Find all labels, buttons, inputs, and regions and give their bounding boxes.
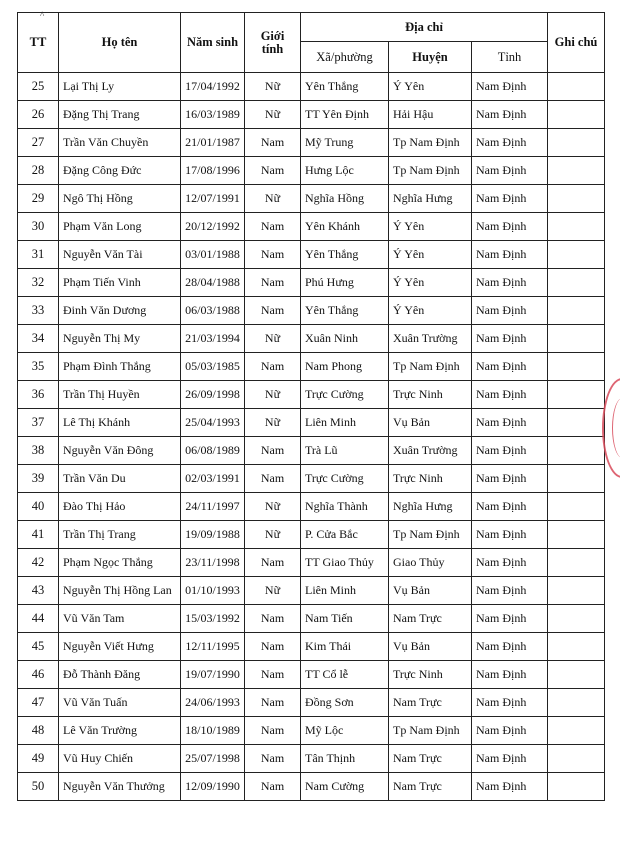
table-row <box>18 633 605 661</box>
province-cell: Nam Định <box>472 241 548 269</box>
gender-cell: Nam <box>245 297 301 325</box>
header-tt: TT <box>18 13 59 73</box>
district-cell: Xuân Trường <box>389 437 472 465</box>
province-cell: Nam Định <box>472 437 548 465</box>
table-row <box>18 689 605 717</box>
table-row <box>18 325 605 353</box>
ward-cell: Yên Khánh <box>301 213 389 241</box>
province-cell: Nam Định <box>472 353 548 381</box>
ward-cell: Kim Thái <box>301 633 389 661</box>
gender-cell: Nam <box>245 353 301 381</box>
full-name-cell: Nguyễn Viết Hưng <box>59 633 181 661</box>
district-cell: Trực Ninh <box>389 465 472 493</box>
province-cell: Nam Định <box>472 493 548 521</box>
gender-cell: Nam <box>245 689 301 717</box>
gender-cell: Nữ <box>245 185 301 213</box>
birth-date-cell: 17/08/1996 <box>181 157 245 185</box>
district-cell: Tp Nam Định <box>389 353 472 381</box>
province-cell: Nam Định <box>472 157 548 185</box>
birth-date-cell: 12/09/1990 <box>181 773 245 801</box>
province-cell: Nam Định <box>472 521 548 549</box>
table-row <box>18 577 605 605</box>
table-row <box>18 269 605 297</box>
birth-date-cell: 25/07/1998 <box>181 745 245 773</box>
row-number-cell: 46 <box>18 661 59 689</box>
note-cell <box>548 437 605 465</box>
ward-cell: Nam Tiến <box>301 605 389 633</box>
scan-tick-mark: ^ <box>40 10 45 20</box>
birth-date-cell: 15/03/1992 <box>181 605 245 633</box>
note-cell <box>548 213 605 241</box>
table-row <box>18 129 605 157</box>
gender-cell: Nam <box>245 745 301 773</box>
gender-cell: Nữ <box>245 101 301 129</box>
gender-cell: Nam <box>245 465 301 493</box>
ward-cell: Xuân Ninh <box>301 325 389 353</box>
gender-cell: Nữ <box>245 409 301 437</box>
full-name-cell: Đinh Văn Dương <box>59 297 181 325</box>
full-name-cell: Phạm Văn Long <box>59 213 181 241</box>
row-number-cell: 33 <box>18 297 59 325</box>
row-number-cell: 39 <box>18 465 59 493</box>
ward-cell: Yên Thắng <box>301 73 389 101</box>
full-name-cell: Nguyễn Văn Đông <box>59 437 181 465</box>
note-cell <box>548 185 605 213</box>
province-cell: Nam Định <box>472 689 548 717</box>
province-cell: Nam Định <box>472 661 548 689</box>
table-row <box>18 409 605 437</box>
note-cell <box>548 689 605 717</box>
ward-cell: Liên Minh <box>301 577 389 605</box>
gender-cell: Nữ <box>245 381 301 409</box>
birth-date-cell: 17/04/1992 <box>181 73 245 101</box>
row-number-cell: 43 <box>18 577 59 605</box>
province-cell: Nam Định <box>472 101 548 129</box>
member-list-table <box>17 12 605 801</box>
full-name-cell: Phạm Đình Thắng <box>59 353 181 381</box>
note-cell <box>548 269 605 297</box>
table-row <box>18 465 605 493</box>
ward-cell: Mỹ Lộc <box>301 717 389 745</box>
row-number-cell: 29 <box>18 185 59 213</box>
table-row <box>18 297 605 325</box>
table-row <box>18 493 605 521</box>
full-name-cell: Lê Văn Trường <box>59 717 181 745</box>
row-number-cell: 31 <box>18 241 59 269</box>
table-row <box>18 241 605 269</box>
district-cell: Nam Trực <box>389 689 472 717</box>
district-cell: Vụ Bản <box>389 633 472 661</box>
note-cell <box>548 101 605 129</box>
district-cell: Ý Yên <box>389 213 472 241</box>
birth-date-cell: 19/07/1990 <box>181 661 245 689</box>
table-row <box>18 745 605 773</box>
header-note: Ghi chú <box>548 13 605 73</box>
full-name-cell: Đặng Thị Trang <box>59 101 181 129</box>
district-cell: Ý Yên <box>389 269 472 297</box>
table-row <box>18 605 605 633</box>
province-cell: Nam Định <box>472 409 548 437</box>
province-cell: Nam Định <box>472 745 548 773</box>
table-row <box>18 549 605 577</box>
row-number-cell: 38 <box>18 437 59 465</box>
full-name-cell: Trần Văn Chuyền <box>59 129 181 157</box>
ward-cell: Phú Hưng <box>301 269 389 297</box>
header-district: Huyện <box>389 42 472 73</box>
header-dob: Năm sinh <box>181 13 245 73</box>
full-name-cell: Trần Thị Huyền <box>59 381 181 409</box>
gender-cell: Nữ <box>245 521 301 549</box>
table-row <box>18 521 605 549</box>
gender-cell: Nam <box>245 773 301 801</box>
birth-date-cell: 16/03/1989 <box>181 101 245 129</box>
province-cell: Nam Định <box>472 605 548 633</box>
district-cell: Nghĩa Hưng <box>389 493 472 521</box>
birth-date-cell: 26/09/1998 <box>181 381 245 409</box>
birth-date-cell: 19/09/1988 <box>181 521 245 549</box>
ward-cell: Mỹ Trung <box>301 129 389 157</box>
full-name-cell: Ngô Thị Hồng <box>59 185 181 213</box>
district-cell: Vụ Bản <box>389 577 472 605</box>
full-name-cell: Trần Thị Trang <box>59 521 181 549</box>
district-cell: Xuân Trường <box>389 325 472 353</box>
ward-cell: Yên Thắng <box>301 241 389 269</box>
full-name-cell: Nguyễn Thị My <box>59 325 181 353</box>
gender-cell: Nữ <box>245 325 301 353</box>
ward-cell: Trà Lũ <box>301 437 389 465</box>
full-name-cell: Phạm Tiến Vinh <box>59 269 181 297</box>
note-cell <box>548 717 605 745</box>
gender-cell: Nam <box>245 717 301 745</box>
district-cell: Ý Yên <box>389 73 472 101</box>
birth-date-cell: 25/04/1993 <box>181 409 245 437</box>
birth-date-cell: 18/10/1989 <box>181 717 245 745</box>
note-cell <box>548 157 605 185</box>
full-name-cell: Vũ Huy Chiến <box>59 745 181 773</box>
district-cell: Nam Trực <box>389 605 472 633</box>
header-name: Họ tên <box>59 13 181 73</box>
row-number-cell: 41 <box>18 521 59 549</box>
full-name-cell: Trần Văn Du <box>59 465 181 493</box>
province-cell: Nam Định <box>472 549 548 577</box>
note-cell <box>548 465 605 493</box>
note-cell <box>548 577 605 605</box>
note-cell <box>548 661 605 689</box>
full-name-cell: Vũ Văn Tuấn <box>59 689 181 717</box>
ward-cell: TT Giao Thủy <box>301 549 389 577</box>
header-address: Địa chỉ <box>301 13 548 42</box>
birth-date-cell: 12/11/1995 <box>181 633 245 661</box>
row-number-cell: 34 <box>18 325 59 353</box>
header-province: Tỉnh <box>472 42 548 73</box>
table-row <box>18 101 605 129</box>
birth-date-cell: 12/07/1991 <box>181 185 245 213</box>
province-cell: Nam Định <box>472 325 548 353</box>
note-cell <box>548 605 605 633</box>
province-cell: Nam Định <box>472 633 548 661</box>
row-number-cell: 35 <box>18 353 59 381</box>
row-number-cell: 49 <box>18 745 59 773</box>
birth-date-cell: 02/03/1991 <box>181 465 245 493</box>
row-number-cell: 47 <box>18 689 59 717</box>
province-cell: Nam Định <box>472 185 548 213</box>
province-cell: Nam Định <box>472 73 548 101</box>
province-cell: Nam Định <box>472 381 548 409</box>
gender-cell: Nữ <box>245 493 301 521</box>
ward-cell: Yên Thắng <box>301 297 389 325</box>
row-number-cell: 48 <box>18 717 59 745</box>
ward-cell: Hưng Lộc <box>301 157 389 185</box>
table-row <box>18 213 605 241</box>
row-number-cell: 32 <box>18 269 59 297</box>
district-cell: Tp Nam Định <box>389 521 472 549</box>
gender-cell: Nữ <box>245 577 301 605</box>
row-number-cell: 44 <box>18 605 59 633</box>
district-cell: Nghĩa Hưng <box>389 185 472 213</box>
row-number-cell: 50 <box>18 773 59 801</box>
birth-date-cell: 20/12/1992 <box>181 213 245 241</box>
header-gender: Giới tính <box>245 13 301 73</box>
full-name-cell: Nguyễn Văn Tài <box>59 241 181 269</box>
table-row <box>18 73 605 101</box>
note-cell <box>548 381 605 409</box>
ward-cell: TT Cổ lễ <box>301 661 389 689</box>
row-number-cell: 26 <box>18 101 59 129</box>
birth-date-cell: 06/03/1988 <box>181 297 245 325</box>
gender-cell: Nam <box>245 633 301 661</box>
district-cell: Vụ Bản <box>389 409 472 437</box>
ward-cell: Trực Cường <box>301 381 389 409</box>
ward-cell: Nam Cường <box>301 773 389 801</box>
full-name-cell: Phạm Ngọc Thắng <box>59 549 181 577</box>
table-row <box>18 773 605 801</box>
ward-cell: P. Cửa Bắc <box>301 521 389 549</box>
full-name-cell: Lại Thị Ly <box>59 73 181 101</box>
row-number-cell: 37 <box>18 409 59 437</box>
gender-cell: Nam <box>245 241 301 269</box>
gender-cell: Nam <box>245 157 301 185</box>
district-cell: Ý Yên <box>389 241 472 269</box>
note-cell <box>548 297 605 325</box>
province-cell: Nam Định <box>472 269 548 297</box>
note-cell <box>548 549 605 577</box>
row-number-cell: 45 <box>18 633 59 661</box>
note-cell <box>548 73 605 101</box>
gender-cell: Nữ <box>245 73 301 101</box>
province-cell: Nam Định <box>472 717 548 745</box>
ward-cell: TT Yên Định <box>301 101 389 129</box>
gender-cell: Nam <box>245 605 301 633</box>
full-name-cell: Đào Thị Hảo <box>59 493 181 521</box>
full-name-cell: Vũ Văn Tam <box>59 605 181 633</box>
gender-cell: Nam <box>245 549 301 577</box>
birth-date-cell: 28/04/1988 <box>181 269 245 297</box>
note-cell <box>548 633 605 661</box>
district-cell: Trực Ninh <box>389 381 472 409</box>
ward-cell: Nghĩa Hồng <box>301 185 389 213</box>
district-cell: Tp Nam Định <box>389 717 472 745</box>
table-row <box>18 717 605 745</box>
ward-cell: Tân Thịnh <box>301 745 389 773</box>
row-number-cell: 42 <box>18 549 59 577</box>
table-row <box>18 437 605 465</box>
gender-cell: Nam <box>245 129 301 157</box>
district-cell: Giao Thủy <box>389 549 472 577</box>
row-number-cell: 25 <box>18 73 59 101</box>
full-name-cell: Nguyễn Thị Hồng Lan <box>59 577 181 605</box>
note-cell <box>548 773 605 801</box>
province-cell: Nam Định <box>472 129 548 157</box>
ward-cell: Đồng Sơn <box>301 689 389 717</box>
birth-date-cell: 23/11/1998 <box>181 549 245 577</box>
district-cell: Tp Nam Định <box>389 129 472 157</box>
birth-date-cell: 05/03/1985 <box>181 353 245 381</box>
note-cell <box>548 353 605 381</box>
birth-date-cell: 01/10/1993 <box>181 577 245 605</box>
table-row <box>18 157 605 185</box>
note-cell <box>548 325 605 353</box>
note-cell <box>548 745 605 773</box>
district-cell: Hải Hậu <box>389 101 472 129</box>
ward-cell: Trực Cường <box>301 465 389 493</box>
row-number-cell: 27 <box>18 129 59 157</box>
header-ward: Xã/phường <box>301 42 389 73</box>
full-name-cell: Nguyễn Văn Thưởng <box>59 773 181 801</box>
note-cell <box>548 241 605 269</box>
row-number-cell: 30 <box>18 213 59 241</box>
note-cell <box>548 521 605 549</box>
ward-cell: Nam Phong <box>301 353 389 381</box>
table-body <box>18 73 605 801</box>
district-cell: Tp Nam Định <box>389 157 472 185</box>
row-number-cell: 40 <box>18 493 59 521</box>
note-cell <box>548 493 605 521</box>
province-cell: Nam Định <box>472 773 548 801</box>
birth-date-cell: 24/11/1997 <box>181 493 245 521</box>
district-cell: Ý Yên <box>389 297 472 325</box>
district-cell: Nam Trực <box>389 745 472 773</box>
ward-cell: Liên Minh <box>301 409 389 437</box>
table-row <box>18 661 605 689</box>
table-row <box>18 353 605 381</box>
birth-date-cell: 21/03/1994 <box>181 325 245 353</box>
birth-date-cell: 21/01/1987 <box>181 129 245 157</box>
ward-cell: Nghĩa Thành <box>301 493 389 521</box>
province-cell: Nam Định <box>472 577 548 605</box>
district-cell: Nam Trực <box>389 773 472 801</box>
note-cell <box>548 409 605 437</box>
birth-date-cell: 06/08/1989 <box>181 437 245 465</box>
district-cell: Trực Ninh <box>389 661 472 689</box>
province-cell: Nam Định <box>472 465 548 493</box>
full-name-cell: Đỗ Thành Đăng <box>59 661 181 689</box>
gender-cell: Nam <box>245 661 301 689</box>
gender-cell: Nam <box>245 269 301 297</box>
province-cell: Nam Định <box>472 297 548 325</box>
birth-date-cell: 24/06/1993 <box>181 689 245 717</box>
row-number-cell: 36 <box>18 381 59 409</box>
full-name-cell: Lê Thị Khánh <box>59 409 181 437</box>
gender-cell: Nam <box>245 437 301 465</box>
gender-cell: Nam <box>245 213 301 241</box>
table-row <box>18 381 605 409</box>
row-number-cell: 28 <box>18 157 59 185</box>
note-cell <box>548 129 605 157</box>
full-name-cell: Đặng Công Đức <box>59 157 181 185</box>
birth-date-cell: 03/01/1988 <box>181 241 245 269</box>
table-row <box>18 185 605 213</box>
province-cell: Nam Định <box>472 213 548 241</box>
